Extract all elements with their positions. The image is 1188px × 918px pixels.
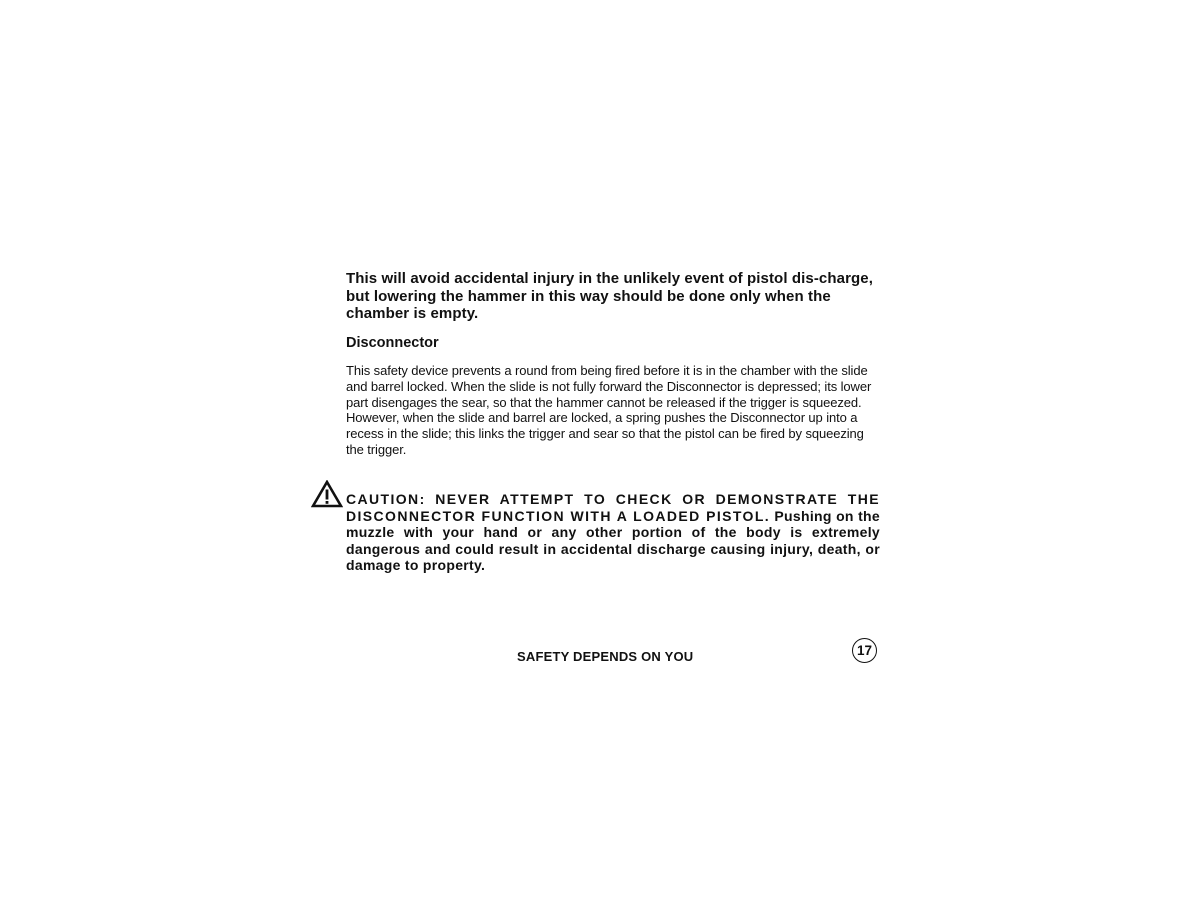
caution-heading: CAUTION: NEVER ATTEMPT TO CHECK OR DEMONSTRATE THE DISCONNECTOR FUNCTION WITH A LOADED PISTOL.	[346, 491, 880, 524]
section-heading: Disconnector	[346, 335, 439, 351]
caution-notice	[346, 491, 880, 574]
footer-text: SAFETY DEPENDS ON YOU	[517, 649, 694, 664]
caution-body: Pushing on the muzzle with your hand or any other portion of the body is extremely dangerous and could result in accidental discharge causing injury, death, or damage to property.	[346, 507, 880, 574]
section-body: This safety device prevents a round from being fired before it is in the chamber with the slide and barrel locked. When the slide is not fully forward the Disconnector is depressed; its lower part disengages the sear, so that the hammer cannot be released if the trigger is squeezed. However, when the slide and barrel are locked, a spring pushes the Disconnector up into a recess in the slide; this links the trigger and sear so that the pistol can be fired by squeezing the trigger.	[346, 363, 872, 457]
page-number-badge: 17	[852, 638, 877, 663]
warning-triangle-icon	[311, 480, 343, 508]
lead-paragraph: This will avoid accidental injury in the unlikely event of pistol dis-charge, but lowering the hammer in this way should be done only when the chamber is empty.	[346, 270, 873, 322]
